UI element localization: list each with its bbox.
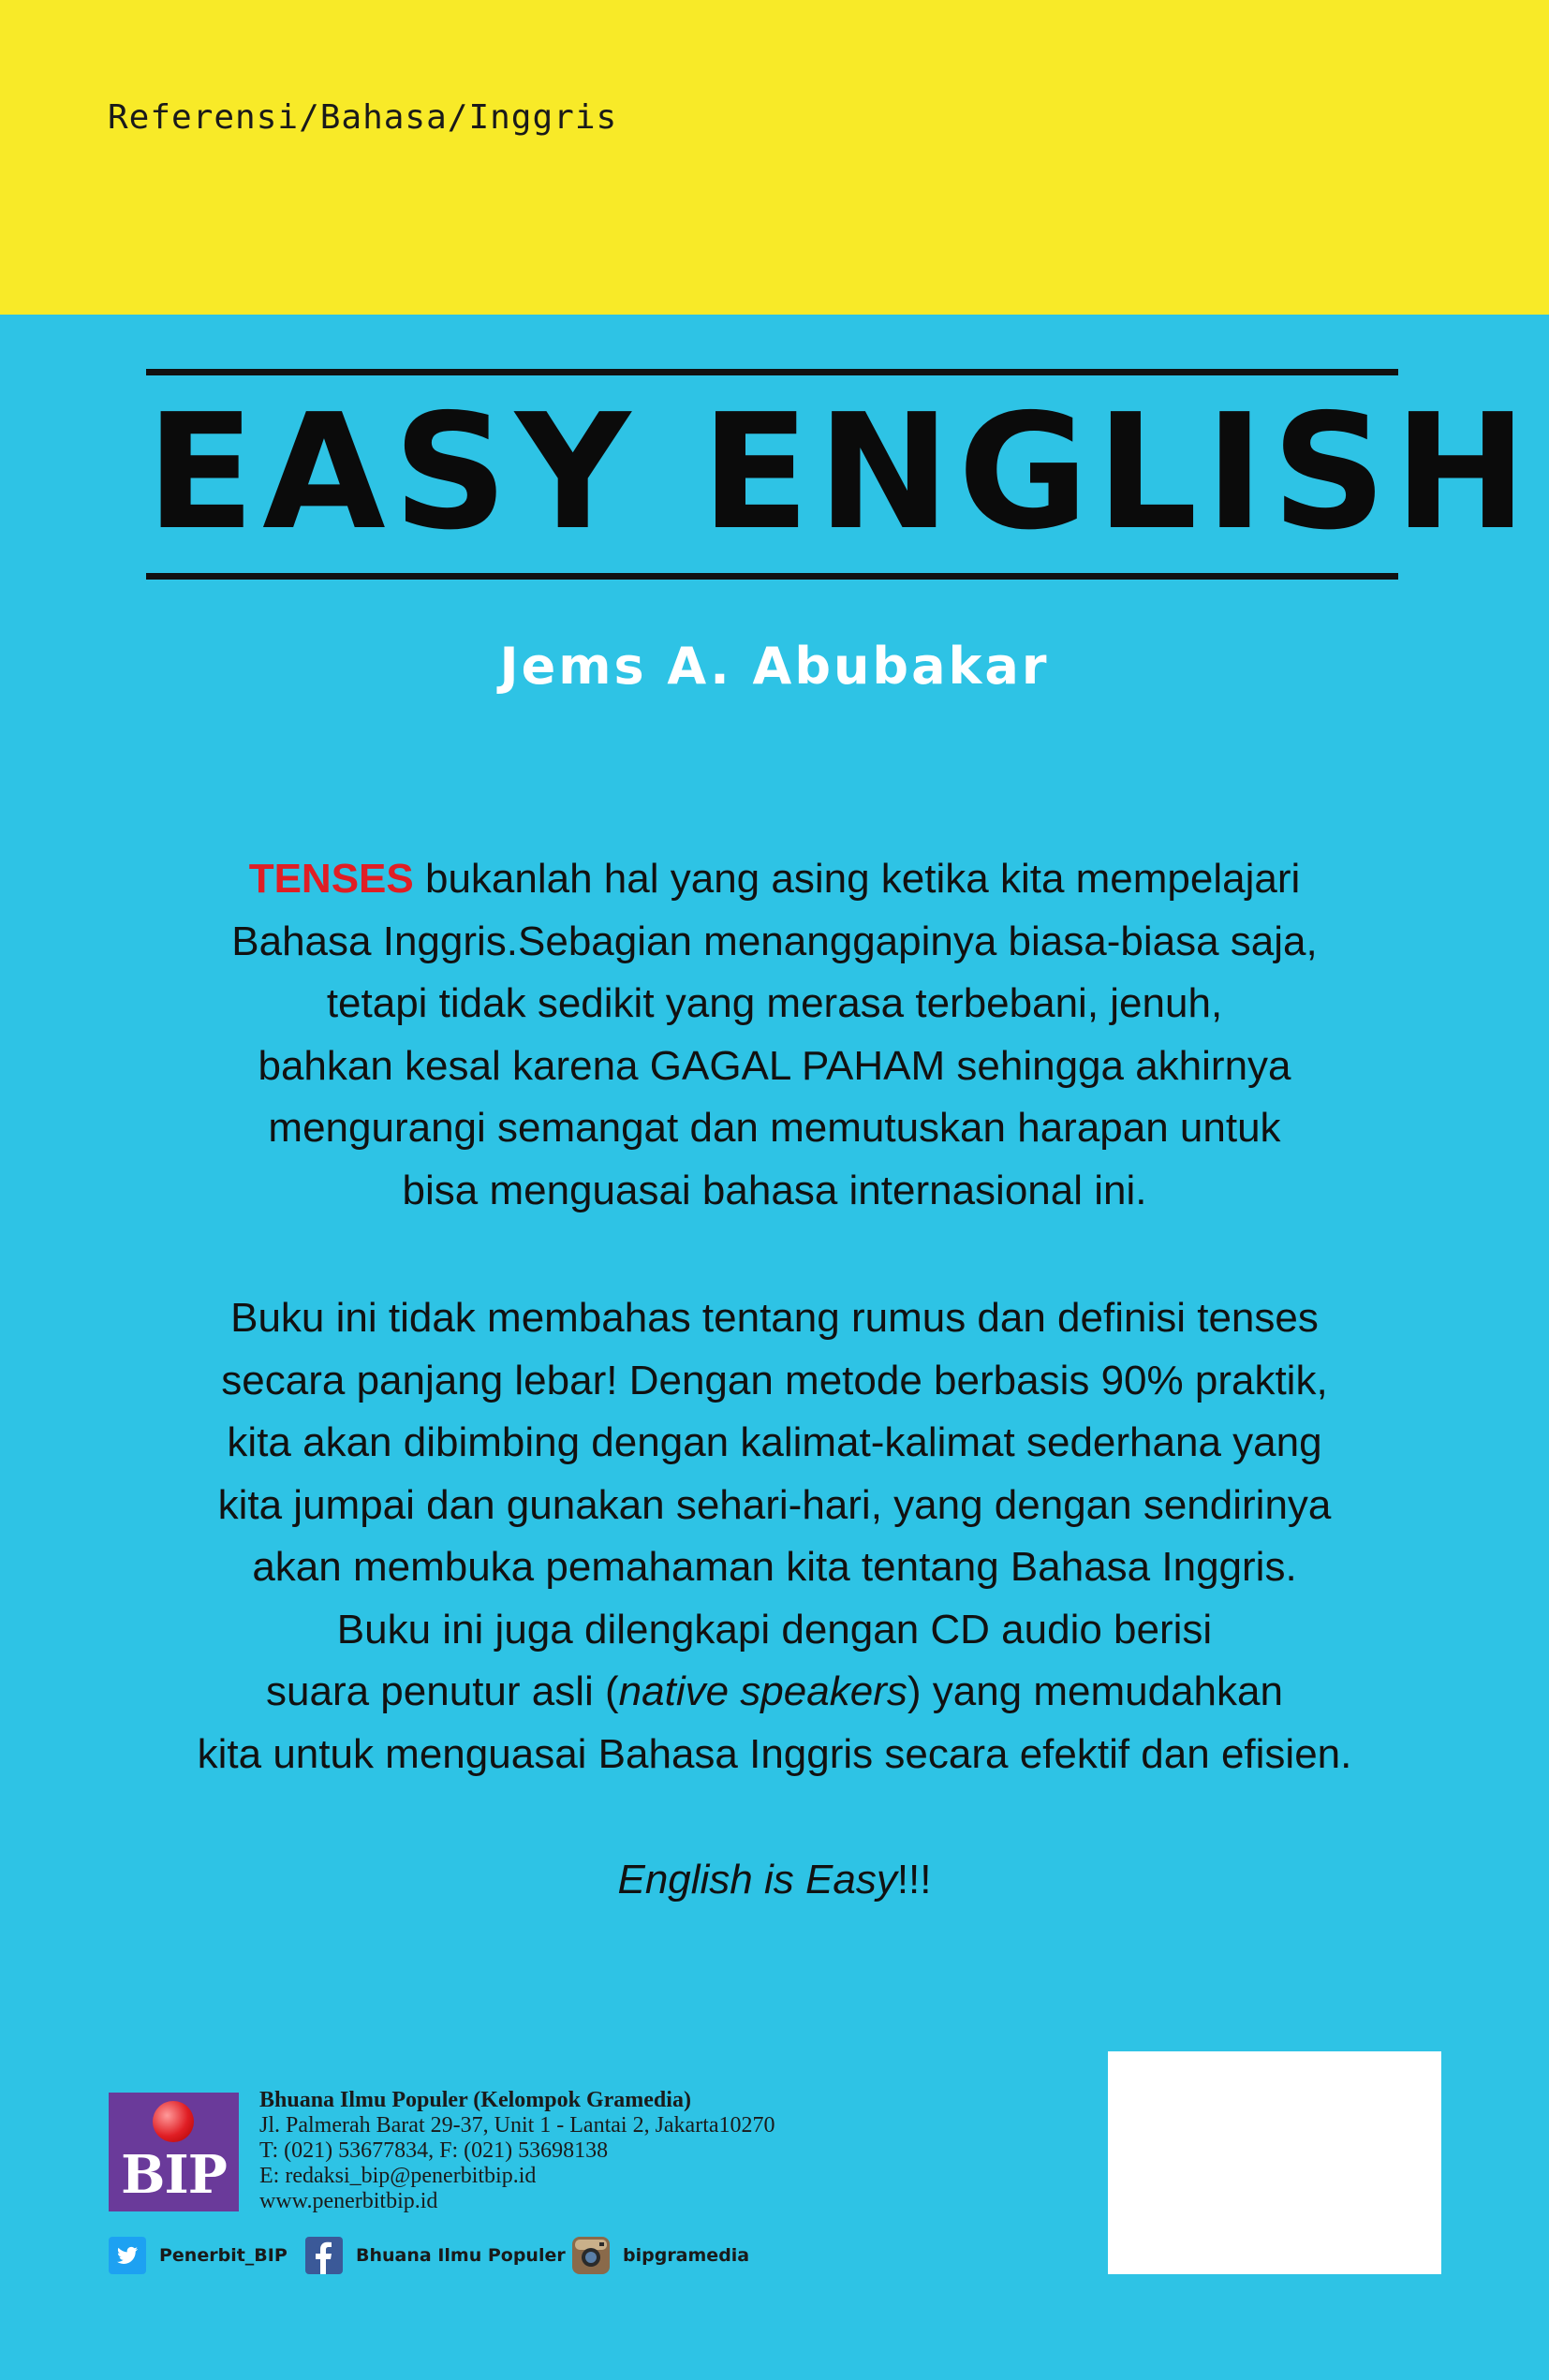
facebook-icon <box>305 2237 343 2274</box>
tagline-line <box>140 1849 1409 1912</box>
tenses-highlight: TENSES <box>248 856 414 902</box>
publisher-website: www.penerbitbip.id <box>259 2189 438 2213</box>
blurb-line: Bahasa Inggris.Sebagian menanggapinya biasa-biasa saja, <box>231 918 1318 964</box>
social-twitter <box>109 2237 288 2274</box>
twitter-icon <box>109 2237 146 2274</box>
logo-red-dot <box>153 2101 194 2142</box>
blurb-text: ) yang memudahkan <box>907 1668 1283 1714</box>
title-rule-top <box>146 369 1398 375</box>
blurb-paragraph-2 <box>140 1287 1409 1785</box>
blurb-line: bisa menguasai bahasa internasional ini. <box>402 1167 1147 1213</box>
twitter-handle: Penerbit_BIP <box>159 2245 288 2266</box>
top-color-band <box>0 0 1549 315</box>
publisher-name: Bhuana Ilmu Populer (Kelompok Gramedia) <box>259 2088 691 2112</box>
social-instagram <box>572 2237 749 2274</box>
publisher-info <box>259 2088 775 2214</box>
social-facebook <box>305 2237 566 2274</box>
blurb-line: bahkan kesal karena GAGAL PAHAM sehingga akhirnya <box>258 1042 1291 1089</box>
blurb-line: Buku ini tidak membahas tentang rumus dan definisi tenses <box>230 1295 1319 1341</box>
blurb-line: akan membuka pemahaman kita tentang Bahasa Inggris. <box>252 1544 1297 1590</box>
category-label: Referensi/Bahasa/Inggris <box>108 98 618 137</box>
blurb-line: mengurangi semangat dan memutuskan harapan untuk <box>268 1105 1281 1151</box>
blurb-line-text: bukanlah hal yang asing ketika kita mempelajari <box>413 856 1301 902</box>
instagram-handle: bipgramedia <box>623 2245 750 2266</box>
blurb-line: kita untuk menguasai Bahasa Inggris secara efektif dan efisien. <box>197 1730 1352 1777</box>
blurb-line: kita akan dibimbing dengan kalimat-kalimat sederhana yang <box>227 1419 1322 1465</box>
publisher-email: E: redaksi_bip@penerbitbip.id <box>259 2164 537 2188</box>
facebook-handle: Bhuana Ilmu Populer <box>356 2245 566 2266</box>
blurb-paragraph-1 <box>140 848 1409 1222</box>
blurb-line: kita jumpai dan gunakan sehari-hari, yang dengan sendirinya <box>217 1481 1332 1528</box>
blurb-line <box>140 848 1409 911</box>
tagline-italic: English is Easy <box>617 1857 897 1903</box>
blurb-line: secara panjang lebar! Dengan metode berbasis 90% praktik, <box>221 1357 1328 1403</box>
blurb-line: tetapi tidak sedikit yang merasa terbebani, jenuh, <box>326 980 1223 1026</box>
publisher-phone: T: (021) 53677834, F: (021) 53698138 <box>259 2138 609 2163</box>
blurb-line: Buku ini juga dilengkapi dengan CD audio berisi <box>336 1606 1213 1653</box>
blurb-line <box>140 1661 1409 1724</box>
tagline-suffix: !!! <box>896 1857 932 1903</box>
native-speakers-italic: native speakers <box>618 1668 907 1714</box>
tagline <box>140 1849 1409 1912</box>
instagram-icon <box>572 2237 610 2274</box>
bip-logo <box>109 2093 239 2211</box>
barcode-area <box>1108 2051 1441 2274</box>
title-rule-bottom <box>146 573 1398 580</box>
author-name: Jems A. Abubakar <box>499 637 1050 696</box>
book-title: EASY ENGLISH <box>146 380 1535 566</box>
logo-text: BIP <box>121 2144 227 2206</box>
publisher-address: Jl. Palmerah Barat 29-37, Unit 1 - Lantai 2, Jakarta10270 <box>259 2113 775 2138</box>
blurb-text: suara penutur asli ( <box>266 1668 619 1714</box>
